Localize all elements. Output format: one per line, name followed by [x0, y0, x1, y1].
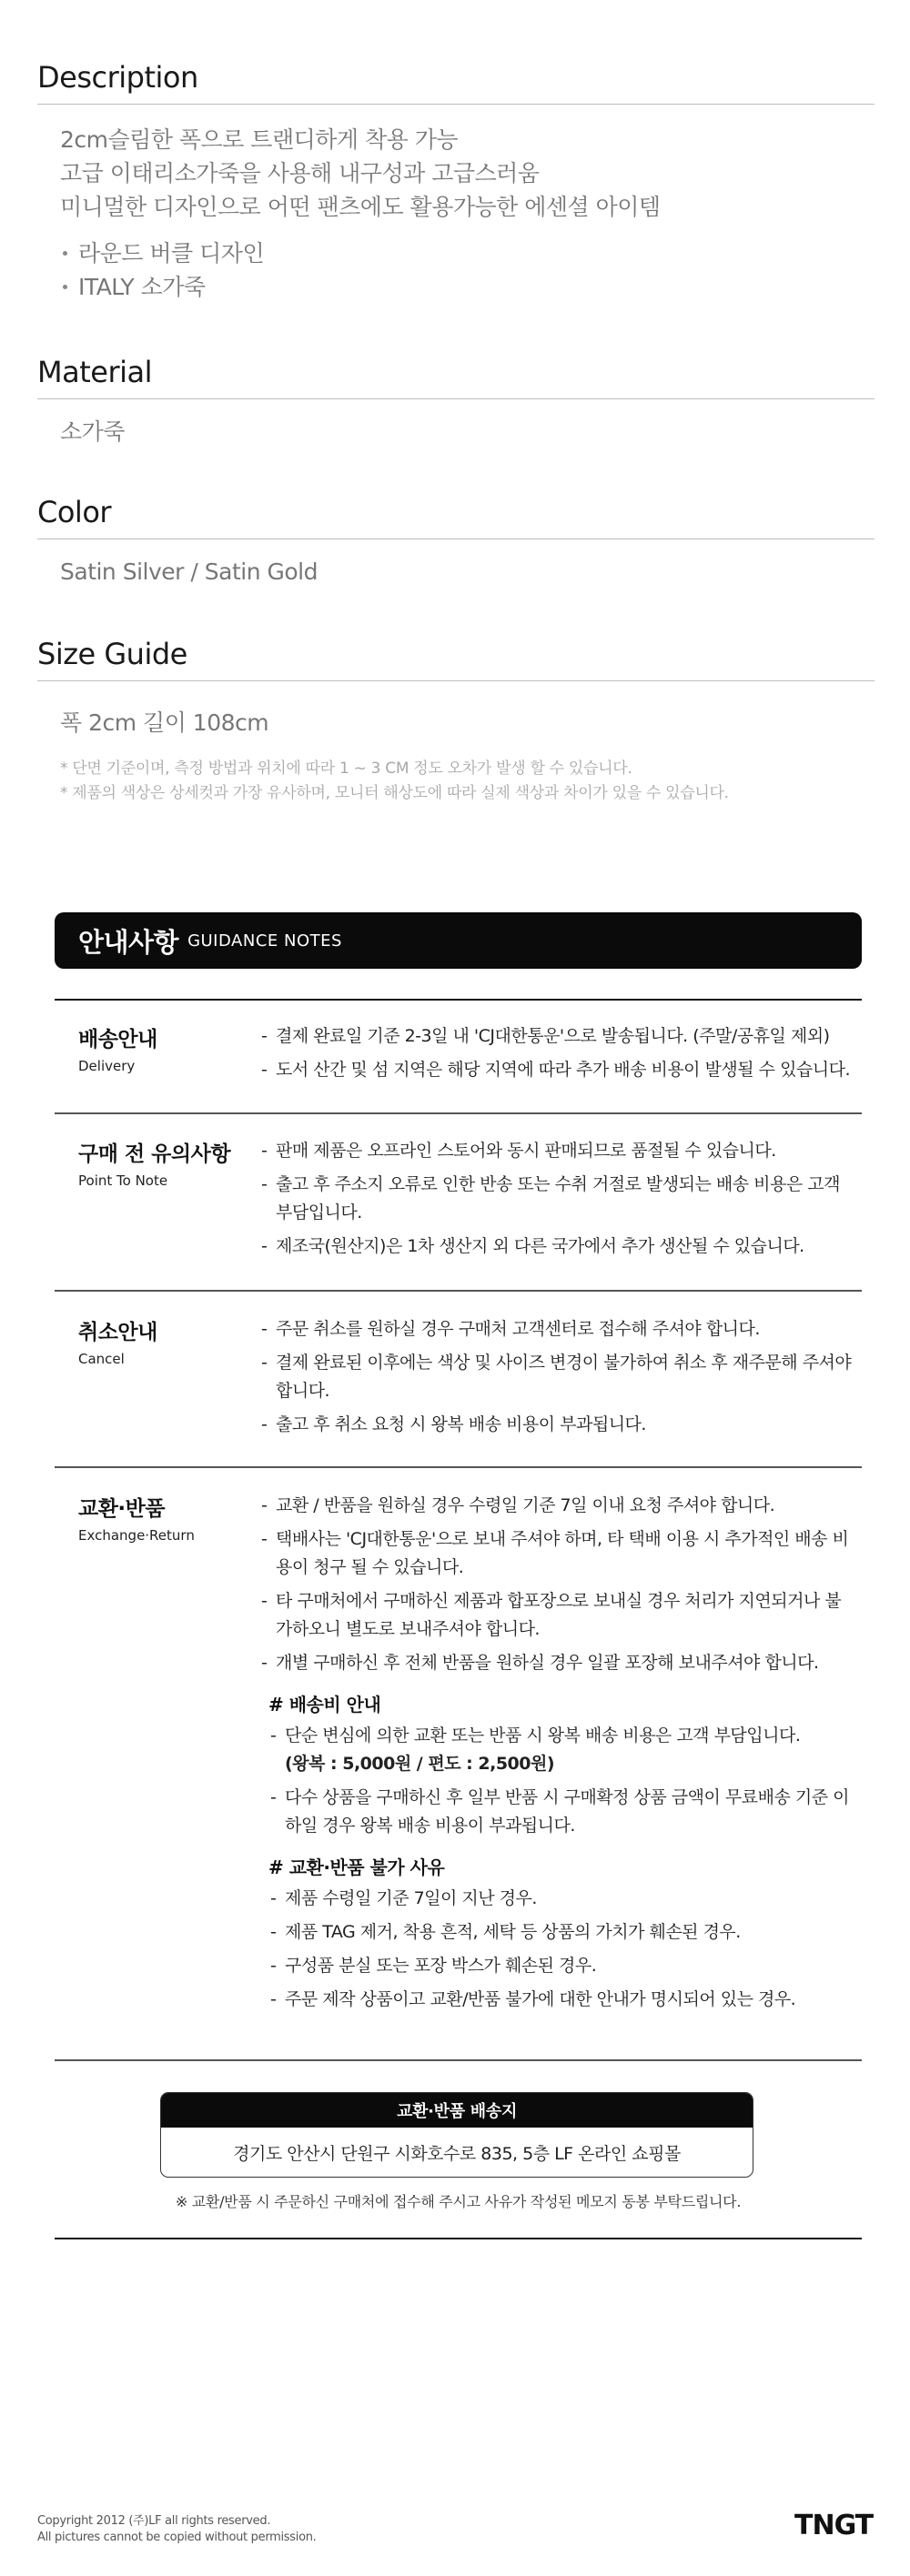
list-item: - 교환 / 반품을 원하실 경우 수령일 기준 7일 이내 요청 주셔야 합니다. — [261, 1495, 775, 1515]
delivery-label-en: Delivery — [78, 1058, 136, 1074]
return-destination-box — [160, 2092, 753, 2178]
list-item: - 제품 수령일 기준 7일이 지난 경우. — [270, 1888, 537, 1908]
size-guide-title: Size Guide — [37, 637, 875, 681]
exchange-label-en: Exchange·Return — [78, 1527, 195, 1544]
divider — [55, 1466, 862, 1468]
divider — [55, 999, 862, 1001]
material-value: 소가죽 — [60, 418, 125, 445]
bullet-dot-icon — [63, 251, 67, 256]
point-label-en: Point To Note — [78, 1172, 168, 1189]
list-item: - 구성품 분실 또는 포장 박스가 훼손된 경우. — [270, 1956, 597, 1976]
fee-note: (왕복 : 5,000원 / 편도 : 2,500원) — [285, 1754, 555, 1774]
divider — [55, 2059, 862, 2061]
exchange-label: 교환·반품 — [78, 1497, 166, 1521]
list-item: - 제조국(원산지)은 1차 생산지 외 다른 국가에서 추가 생산될 수 있습니다. — [261, 1236, 804, 1256]
list-item: - 개별 구매하신 후 전체 반품을 원하실 경우 일괄 포장해 보내주셔야 합니다. — [261, 1653, 819, 1673]
list-item: - 타 구매처에서 구매하신 제품과 합포장으로 보내실 경우 처리가 지연되거나 불가하오니 별도로 보내주셔야 합니다. — [261, 1591, 842, 1639]
list-item: - 도서 산간 및 섬 지역은 해당 지역에 따라 추가 배송 비용이 발생될 수 있습니다. — [261, 1060, 851, 1080]
cancel-label-en: Cancel — [78, 1351, 125, 1367]
list-item: - 판매 제품은 오프라인 스토어와 동시 판매되므로 품절될 수 있습니다. — [261, 1141, 776, 1161]
feature-bullet: ITALY 소가죽 — [60, 270, 661, 304]
description-text — [60, 123, 661, 304]
divider — [55, 1290, 862, 1292]
list-item: - 단순 변심에 의한 교환 또는 반품 시 왕복 배송 비용은 고객 부담입니다. (왕복 : 5,000원 / 편도 : 2,500원) — [270, 1726, 801, 1774]
list-item: - 결제 완료된 이후에는 색상 및 사이즈 변경이 불가하여 취소 후 재주문해 주셔야 합니다. — [261, 1353, 852, 1401]
guidance-title: 안내사항 — [78, 926, 179, 958]
description-line: 미니멀한 디자인으로 어떤 팬츠에도 활용가능한 에센셜 아이템 — [60, 194, 661, 220]
color-value: Satin Silver / Satin Gold — [60, 558, 318, 585]
list-item: - 출고 후 주소지 오류로 인한 반송 또는 수취 거절로 발생되는 배송 비용은 고객 부담입니다. — [261, 1174, 840, 1223]
destination-note: ※ 교환/반품 시 주문하신 구매처에 접수해 주시고 사유가 작성된 메모지 동봉 부탁드립니다. — [175, 2193, 742, 2210]
description-line: 2cm슬림한 폭으로 트랜디하게 착용 가능 — [60, 126, 459, 153]
size-guide-notes — [60, 757, 729, 806]
guidance-subtitle: GUIDANCE NOTES — [187, 931, 342, 951]
copyright-text: Copyright 2012 (주)LF all rights reserved. All pictures cannot be copied without permission. — [37, 2514, 317, 2544]
material-title: Material — [37, 355, 875, 399]
list-item: - 주문 제작 상품이고 교환/반품 불가에 대한 안내가 명시되어 있는 경우. — [270, 1989, 796, 2009]
guidance-header — [55, 912, 862, 969]
brand-logo: TNGT — [794, 2510, 874, 2541]
description-line: 고급 이태리소가죽을 사용해 내구성과 고급스러움 — [60, 160, 540, 186]
destination-title: 교환·반품 배송지 — [161, 2093, 753, 2128]
divider — [55, 2238, 862, 2239]
destination-address: 경기도 안산시 단원구 시화호수로 835, 5층 LF 온라인 쇼핑몰 — [233, 2143, 681, 2164]
bullet-dot-icon — [63, 285, 67, 289]
size-guide-value: 폭 2cm 길이 108cm — [60, 709, 269, 736]
feature-bullet: 라운드 버클 디자인 — [60, 236, 661, 270]
size-guide-note: * 단면 기준이며, 측정 방법과 위치에 따라 1 ~ 3 CM 정도 오차가 발생 할 수 있습니다. — [60, 760, 632, 778]
delivery-label: 배송안내 — [78, 1028, 157, 1052]
list-item: - 주문 취소를 원하실 경우 구매처 고객센터로 접수해 주셔야 합니다. — [261, 1319, 760, 1339]
list-item: - 택배사는 'CJ대한통운'으로 보내 주셔야 하며, 타 택배 이용 시 추가적인 배송 비용이 청구 될 수 있습니다. — [261, 1529, 849, 1577]
list-item: - 제품 TAG 제거, 착용 흔적, 세탁 등 상품의 가치가 훼손된 경우. — [270, 1922, 741, 1942]
cancel-label: 취소안내 — [78, 1321, 157, 1344]
description-title: Description — [37, 60, 875, 105]
list-item: - 결제 완료일 기준 2-3일 내 'CJ대한통운'으로 발송됩니다. (주말/공휴일 제외) — [261, 1026, 830, 1046]
color-title: Color — [37, 495, 875, 539]
point-label: 구매 전 유의사항 — [78, 1142, 231, 1166]
divider — [55, 1112, 862, 1114]
reject-title: # 교환·반품 불가 사유 — [268, 1857, 445, 1878]
fee-title: # 배송비 안내 — [268, 1694, 381, 1716]
size-guide-note: * 제품의 색상은 상세컷과 가장 유사하며, 모니터 해상도에 따라 실제 색상과 차이가 있을 수 있습니다. — [60, 784, 729, 802]
list-item: - 다수 상품을 구매하신 후 일부 반품 시 구매확정 상품 금액이 무료배송 기준 이하일 경우 왕복 배송 비용이 부과됩니다. — [270, 1787, 849, 1836]
list-item: - 출고 후 취소 요청 시 왕복 배송 비용이 부과됩니다. — [261, 1414, 646, 1434]
